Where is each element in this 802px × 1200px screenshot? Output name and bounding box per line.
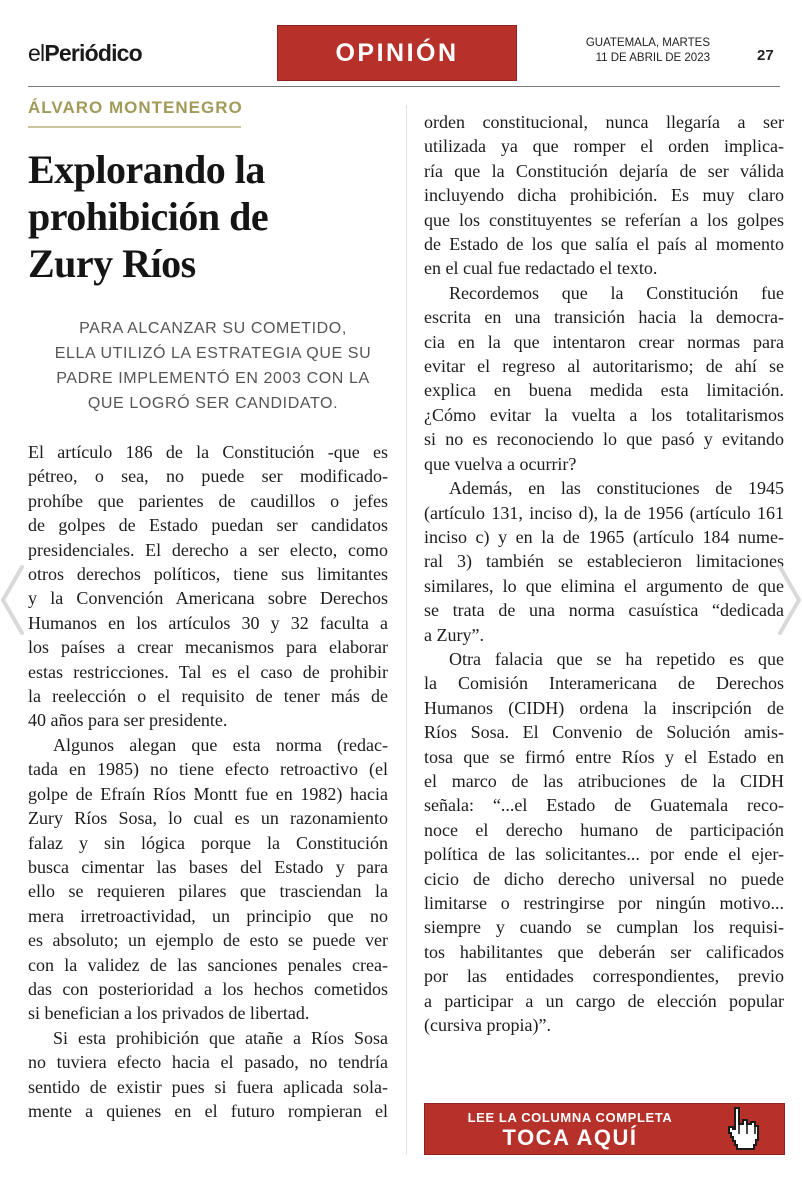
- page-number: 27: [757, 47, 774, 64]
- text-line: incluyendo dicha prohibición. Es muy claro: [424, 185, 784, 206]
- pointing-hand-icon: [723, 1105, 763, 1153]
- text-line: de golpes de Estado puedan ser candidatos: [28, 515, 388, 536]
- text-line: si benefician a los privados de libertad.: [28, 1003, 310, 1024]
- text-line: los países a crear mecanismos para elaborar: [28, 637, 388, 658]
- text-line: Otra falacia que se ha repetido es que: [449, 648, 784, 669]
- text-line: de Estado de los que salía el país al momento: [424, 234, 784, 255]
- author-name: ÁLVARO MONTENEGRO: [28, 98, 243, 117]
- text-line: y la Convención Americana sobre Derechos: [28, 588, 388, 609]
- text-line: inciso c) y en la de 1965 (artículo 184 nume-: [424, 526, 784, 547]
- text-line: (cursiva propia)”.: [424, 1015, 551, 1036]
- logo-name: Periódico: [44, 40, 142, 66]
- deck-subtitle: [28, 316, 398, 416]
- column-divider: [406, 105, 407, 1155]
- text-line: en el cual fue redactado el texto.: [424, 258, 658, 279]
- text-line: siempre y cuando se cumplan los requisi-: [424, 917, 784, 938]
- text-line: escrita en una transición hacia la democra-: [424, 307, 784, 328]
- text-line: ral 3) también se establecieron limitaciones: [424, 551, 784, 572]
- headline: [28, 146, 398, 287]
- text-line: mera irretroactividad, un principio que no: [28, 905, 388, 926]
- text-line: política de las solicitantes... por ende el ejer-: [424, 844, 784, 865]
- text-line: Humanos en los artículos 30 y 32 faculta a: [28, 612, 388, 633]
- text-line: que vuelva a ocurrir?: [424, 453, 577, 474]
- text-line: limitarse o restringirse por ningún motivo...: [424, 893, 784, 913]
- deck-line: PADRE IMPLEMENTÓ EN 2003 CON LA: [56, 370, 370, 387]
- article-column-right: [424, 110, 784, 1037]
- deck-line: PARA ALCANZAR SU COMETIDO,: [79, 320, 347, 337]
- masthead-divider: [28, 86, 780, 87]
- dateline: [560, 36, 710, 66]
- text-line: a participar a un cargo de elección popular: [424, 990, 784, 1011]
- section-title: OPINIÓN: [335, 38, 459, 67]
- text-line: ello se requieren pilares que trasciendan la: [28, 881, 388, 902]
- text-line: que los constituyentes se referían a los golpes: [424, 209, 784, 230]
- text-line: tosa que se firmó entre Ríos y el Estado en: [424, 746, 784, 767]
- text-line: explica en buena medida esta limitación.: [424, 380, 784, 401]
- dateline-date: 11 DE ABRIL DE 2023: [595, 52, 710, 64]
- text-line: (artículo 131, inciso d), la de 1956 (artículo 161: [424, 502, 784, 523]
- headline-line: Explorando la: [28, 147, 265, 192]
- logo-prefix: el: [28, 40, 45, 66]
- text-line: orden constitucional, nunca llegaría a ser: [424, 112, 784, 132]
- previous-page-arrow-icon[interactable]: [0, 565, 24, 635]
- text-line: tos habilitantes que deberán ser calificados: [424, 941, 784, 962]
- text-line: noce el derecho humano de participación: [424, 819, 784, 840]
- text-line: a Zury”.: [424, 624, 484, 645]
- author-underline: [28, 126, 241, 128]
- text-line: se trata de una norma casuística “dedicada: [424, 600, 784, 621]
- deck-line: QUE LOGRÓ SER CANDIDATO.: [87, 395, 339, 412]
- text-line: prohíbe que parientes de caudillos o jefes: [28, 490, 388, 511]
- text-line: Además, en las constituciones de 1945: [449, 478, 784, 499]
- text-line: pétreo, o sea, no puede ser modificado-: [28, 466, 388, 487]
- text-line: tada en 1985) no tiene efecto retroactivo (el: [28, 759, 388, 780]
- cta-title: TOCA AQUÍ: [502, 1125, 638, 1150]
- text-line: otros derechos políticos, tiene sus limitantes: [28, 564, 388, 585]
- text-line: golpe de Efraín Ríos Montt fue en 1982) hacia: [28, 783, 388, 804]
- article-column-left: [28, 440, 388, 1123]
- text-line: 40 años para ser presidente.: [28, 710, 228, 731]
- text-line: sentido de existir pues si fuera aplicada sola-: [28, 1076, 388, 1097]
- text-line: si no es reconociendo lo que pasó y evitando: [424, 429, 784, 450]
- text-line: presidenciales. El derecho a ser electo, como: [28, 539, 388, 560]
- text-line: evitar el regreso al autoritarismo; de ahí se: [424, 356, 784, 377]
- text-line: falaz y sin lógica porque la Constitución: [28, 832, 388, 853]
- text-line: la reelección o el requisito de tener más de: [28, 686, 388, 707]
- read-full-column-button[interactable]: [424, 1103, 785, 1155]
- text-line: cia en la que intentaron crear normas para: [424, 331, 784, 352]
- section-banner: [277, 25, 517, 81]
- next-page-arrow-icon[interactable]: [778, 565, 802, 635]
- headline-line: Zury Ríos: [28, 241, 196, 286]
- text-line: ¿Cómo evitar la vuelta a los totalitarismos: [424, 404, 784, 425]
- text-line: similares, lo que elimina el argumento de que: [424, 575, 784, 596]
- dateline-place: GUATEMALA, MARTES: [585, 37, 710, 49]
- text-line: busca cimentar las bases del Estado y para: [28, 856, 388, 877]
- text-line: utilizada ya que romper el orden implica-: [424, 136, 784, 157]
- text-line: señala: “...el Estado de Guatemala reco-: [424, 795, 784, 816]
- text-line: cicio de dicho derecho universal no puede: [424, 868, 784, 889]
- text-line: ría que la Constitución dejaría de ser válida: [424, 160, 784, 181]
- text-line: por las entidades correspondientes, previo: [424, 966, 784, 987]
- text-line: Si esta prohibición que atañe a Ríos Sosa: [53, 1027, 388, 1048]
- text-line: con la validez de las sanciones penales crea-: [28, 954, 388, 975]
- text-line: El artículo 186 de la Constitución -que es: [28, 442, 388, 462]
- deck-line: ELLA UTILIZÓ LA ESTRATEGIA QUE SU: [54, 345, 372, 362]
- text-line: no tuviera efecto hacia el pasado, no tendría: [28, 1052, 388, 1073]
- text-line: das con posterioridad a los hechos cometidos: [28, 978, 388, 999]
- text-line: mente a quienes en el futuro rompieran el: [28, 1100, 388, 1121]
- text-line: la Comisión Interamericana de Derechos: [424, 673, 784, 694]
- text-line: estas restricciones. Tal es el caso de prohibir: [28, 661, 388, 682]
- text-line: Ríos Sosa. El Convenio de Solución amis-: [424, 722, 784, 743]
- text-line: Humanos (CIDH) ordena la inscripción de: [424, 697, 784, 718]
- text-line: Zury Ríos Sosa, lo cual es un razonamiento: [28, 808, 388, 829]
- text-line: es absoluto; un ejemplo de esto se puede ver: [28, 930, 388, 951]
- headline-line: prohibición de: [28, 194, 269, 239]
- cta-subtitle: LEE LA COLUMNA COMPLETA: [467, 1110, 673, 1125]
- newspaper-logo: [28, 40, 142, 67]
- text-line: Recordemos que la Constitución fue: [449, 282, 784, 303]
- text-line: Algunos alegan que esta norma (redac-: [53, 734, 388, 755]
- text-line: el marco de las atribuciones de la CIDH: [424, 770, 784, 791]
